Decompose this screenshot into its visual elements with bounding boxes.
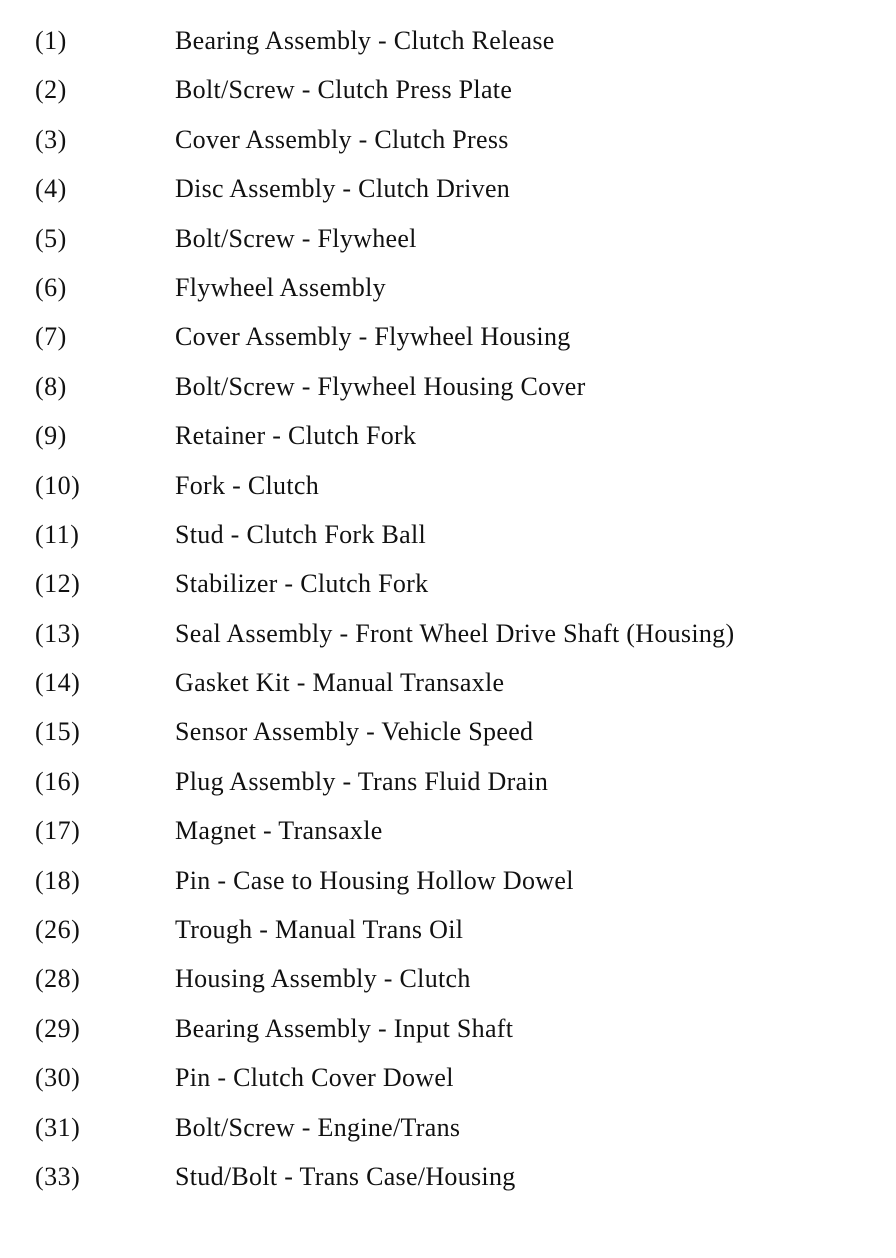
part-description: Bolt/Screw - Clutch Press Plate (175, 75, 513, 105)
part-number: (13) (35, 618, 81, 648)
parts-list-item (0, 169, 896, 218)
part-description: Sensor Assembly - Vehicle Speed (175, 717, 534, 747)
part-number: (12) (35, 569, 81, 599)
part-description: Bearing Assembly - Input Shaft (175, 1013, 514, 1043)
parts-list-item (0, 564, 896, 613)
part-description: Cover Assembly - Clutch Press (175, 124, 509, 154)
part-description: Bolt/Screw - Flywheel Housing Cover (175, 371, 586, 401)
part-description: Bolt/Screw - Flywheel (175, 223, 417, 253)
part-description: Fork - Clutch (175, 470, 320, 500)
parts-list-item (0, 712, 896, 761)
parts-list-item (0, 614, 896, 663)
parts-list-item (0, 416, 896, 465)
parts-list-item (0, 1009, 896, 1058)
part-number: (28) (35, 964, 81, 994)
parts-legend-list (0, 21, 896, 1206)
part-number: (4) (35, 174, 67, 204)
part-description: Trough - Manual Trans Oil (175, 915, 464, 945)
parts-list-item (0, 910, 896, 959)
part-description: Pin - Case to Housing Hollow Dowel (175, 865, 574, 895)
parts-list-item (0, 663, 896, 712)
part-number: (14) (35, 668, 81, 698)
parts-list-item (0, 219, 896, 268)
part-description: Stabilizer - Clutch Fork (175, 569, 429, 599)
part-description: Stud - Clutch Fork Ball (175, 519, 427, 549)
parts-list-item (0, 1157, 896, 1206)
part-number: (11) (35, 519, 80, 549)
parts-list-item (0, 811, 896, 860)
part-number: (8) (35, 371, 67, 401)
parts-list-item (0, 21, 896, 70)
part-description: Plug Assembly - Trans Fluid Drain (175, 766, 549, 796)
part-description: Bolt/Screw - Engine/Trans (175, 1112, 461, 1142)
part-number: (9) (35, 421, 67, 451)
part-description: Bearing Assembly - Clutch Release (175, 26, 555, 55)
parts-list-item (0, 1058, 896, 1107)
part-description: Cover Assembly - Flywheel Housing (175, 322, 571, 352)
part-number: (15) (35, 717, 81, 747)
part-description: Magnet - Transaxle (175, 816, 383, 846)
part-description: Seal Assembly - Front Wheel Drive Shaft (Housing) (175, 618, 735, 648)
part-number: (17) (35, 816, 81, 846)
part-number: (33) (35, 1161, 81, 1191)
parts-list-item (0, 317, 896, 366)
parts-list-item (0, 120, 896, 169)
part-number: (31) (35, 1112, 81, 1142)
parts-list-item (0, 762, 896, 811)
part-number: (26) (35, 915, 81, 945)
parts-list-item (0, 268, 896, 317)
parts-list-item (0, 959, 896, 1008)
part-description: Stud/Bolt - Trans Case/Housing (175, 1161, 516, 1191)
part-number: (5) (35, 223, 67, 253)
parts-list-item (0, 515, 896, 564)
part-number: (2) (35, 75, 67, 105)
part-number: (3) (35, 124, 67, 154)
parts-list-item (0, 466, 896, 515)
parts-list-item (0, 70, 896, 119)
parts-list-item (0, 861, 896, 910)
part-number: (6) (35, 272, 67, 302)
part-description: Pin - Clutch Cover Dowel (175, 1063, 454, 1093)
part-number: (18) (35, 865, 81, 895)
part-description: Housing Assembly - Clutch (175, 964, 471, 994)
parts-list-item (0, 1108, 896, 1157)
parts-list-item (0, 367, 896, 416)
part-number: (10) (35, 470, 81, 500)
part-description: Disc Assembly - Clutch Driven (175, 174, 511, 204)
part-number: (16) (35, 766, 81, 796)
part-number: (30) (35, 1063, 81, 1093)
part-number: (7) (35, 322, 67, 352)
part-description: Retainer - Clutch Fork (175, 421, 417, 451)
part-number: (1) (35, 26, 67, 55)
part-number: (29) (35, 1013, 81, 1043)
part-description: Flywheel Assembly (175, 272, 386, 302)
part-description: Gasket Kit - Manual Transaxle (175, 668, 505, 698)
